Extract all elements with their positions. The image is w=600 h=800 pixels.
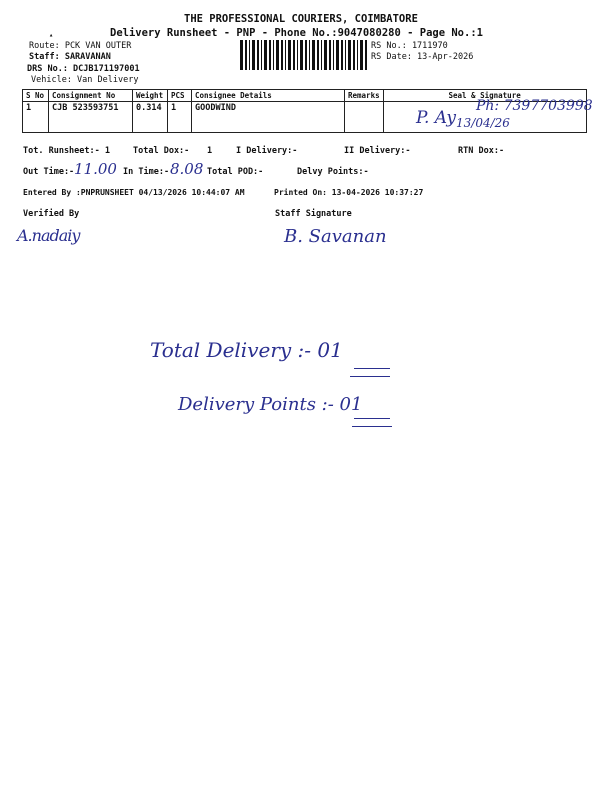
barcode-bar	[264, 40, 267, 70]
cell-consignee: GOODWIND	[192, 102, 345, 133]
barcode-bar	[293, 40, 295, 70]
barcode-bar	[312, 40, 315, 70]
barcode-bar	[321, 40, 322, 70]
underline-mark-2	[350, 376, 390, 377]
runsheet-title: Delivery Runsheet - PNP - Phone No.:9047080280 - Page No.:1	[110, 27, 483, 39]
barcode-bar	[245, 40, 247, 70]
barcode-bar	[336, 40, 339, 70]
cell-remarks	[345, 102, 384, 133]
verified-by-label: Verified By	[23, 209, 80, 219]
cell-weight: 0.314	[133, 102, 168, 133]
barcode-bar	[261, 40, 262, 70]
barcode-bar	[305, 40, 307, 70]
col-consignee: Consignee Details	[192, 90, 345, 102]
vehicle-label: Vehicle: Van Delivery	[31, 75, 139, 85]
barcode-bar	[357, 40, 358, 70]
i-delivery: I Delivery:-	[236, 146, 298, 156]
barcode-bar	[240, 40, 243, 70]
barcode-bar	[273, 40, 274, 70]
cell-sno: 1	[23, 102, 49, 133]
barcode-bar	[252, 40, 255, 70]
barcode-bar	[324, 40, 327, 70]
barcode-bar	[329, 40, 331, 70]
barcode-bar	[276, 40, 279, 70]
barcode-bar	[288, 40, 291, 70]
barcode-bar	[345, 40, 346, 70]
barcode-bar	[317, 40, 319, 70]
total-pod-label: Total POD:-	[207, 167, 264, 177]
barcode-bar	[249, 40, 250, 70]
delvy-points-label: Delvy Points:-	[297, 167, 369, 177]
cell-consignment: CJB 523593751	[49, 102, 133, 133]
barcode-bar	[285, 40, 286, 70]
handwritten-note-total-delivery: Total Delivery :- 01	[150, 338, 343, 362]
underline-mark-1	[354, 368, 390, 369]
col-consignment: Consignment No	[49, 90, 133, 102]
total-dox-label: Total Dox:-	[133, 146, 190, 156]
barcode-bar	[333, 40, 334, 70]
barcode-bar	[300, 40, 303, 70]
rs-date: RS Date: 13-Apr-2026	[371, 52, 474, 62]
handwritten-verified-signature: A.nadaiy	[17, 226, 80, 245]
handwritten-in-time: 8.08	[170, 160, 204, 178]
entered-by: Entered By :PNPRUNSHEET 04/13/2026 10:44:07 AM	[23, 188, 245, 197]
barcode-bar	[269, 40, 271, 70]
barcode	[240, 40, 368, 70]
col-pcs: PCS	[168, 90, 192, 102]
tot-runsheet: Tot. Runsheet:- 1	[23, 146, 110, 156]
underline-mark-4	[352, 426, 392, 427]
barcode-bar	[281, 40, 283, 70]
barcode-bar	[365, 40, 367, 70]
handwritten-seal-signature: P. Ay	[416, 108, 456, 128]
drs-label: DRS No.: DCJB171197001	[27, 64, 140, 74]
route-label: Route: PCK VAN OUTER	[29, 41, 132, 51]
handwritten-seal-date: 13/04/26	[456, 116, 510, 130]
handwritten-out-time: 11.00	[74, 160, 117, 178]
out-time-label: Out Time:-	[23, 167, 75, 177]
underline-mark-3	[354, 418, 390, 419]
handwritten-note-delivery-points: Delivery Points :- 01	[178, 394, 363, 415]
barcode-bar	[297, 40, 298, 70]
staff-label: Staff: SARAVANAN	[29, 52, 111, 62]
barcode-bar	[360, 40, 363, 70]
in-time-label: In Time:-	[123, 167, 170, 177]
col-weight: Weight	[133, 90, 168, 102]
printed-on: Printed On: 13-04-2026 10:37:27	[274, 188, 424, 197]
barcode-bar	[341, 40, 343, 70]
barcode-bar	[353, 40, 355, 70]
handwritten-staff-signature: B. Savanan	[284, 226, 387, 247]
corner-mark-icon: ▴	[49, 31, 54, 39]
cell-pcs: 1	[168, 102, 192, 133]
total-dox-value: 1	[207, 146, 213, 156]
company-name: THE PROFESSIONAL COURIERS, COIMBATORE	[184, 13, 418, 25]
rtn-dox: RTN Dox:-	[458, 146, 505, 156]
col-seal: Seal & Signature	[383, 90, 586, 102]
col-remarks: Remarks	[345, 90, 384, 102]
barcode-bar	[348, 40, 351, 70]
staff-signature-label: Staff Signature	[275, 209, 352, 219]
barcode-bar	[257, 40, 259, 70]
barcode-bar	[309, 40, 310, 70]
ii-delivery: II Delivery:-	[344, 146, 411, 156]
handwritten-phone: Ph: 7397703998	[476, 98, 593, 114]
rs-number: RS No.: 1711970	[371, 41, 448, 51]
col-sno: S No	[23, 90, 49, 102]
